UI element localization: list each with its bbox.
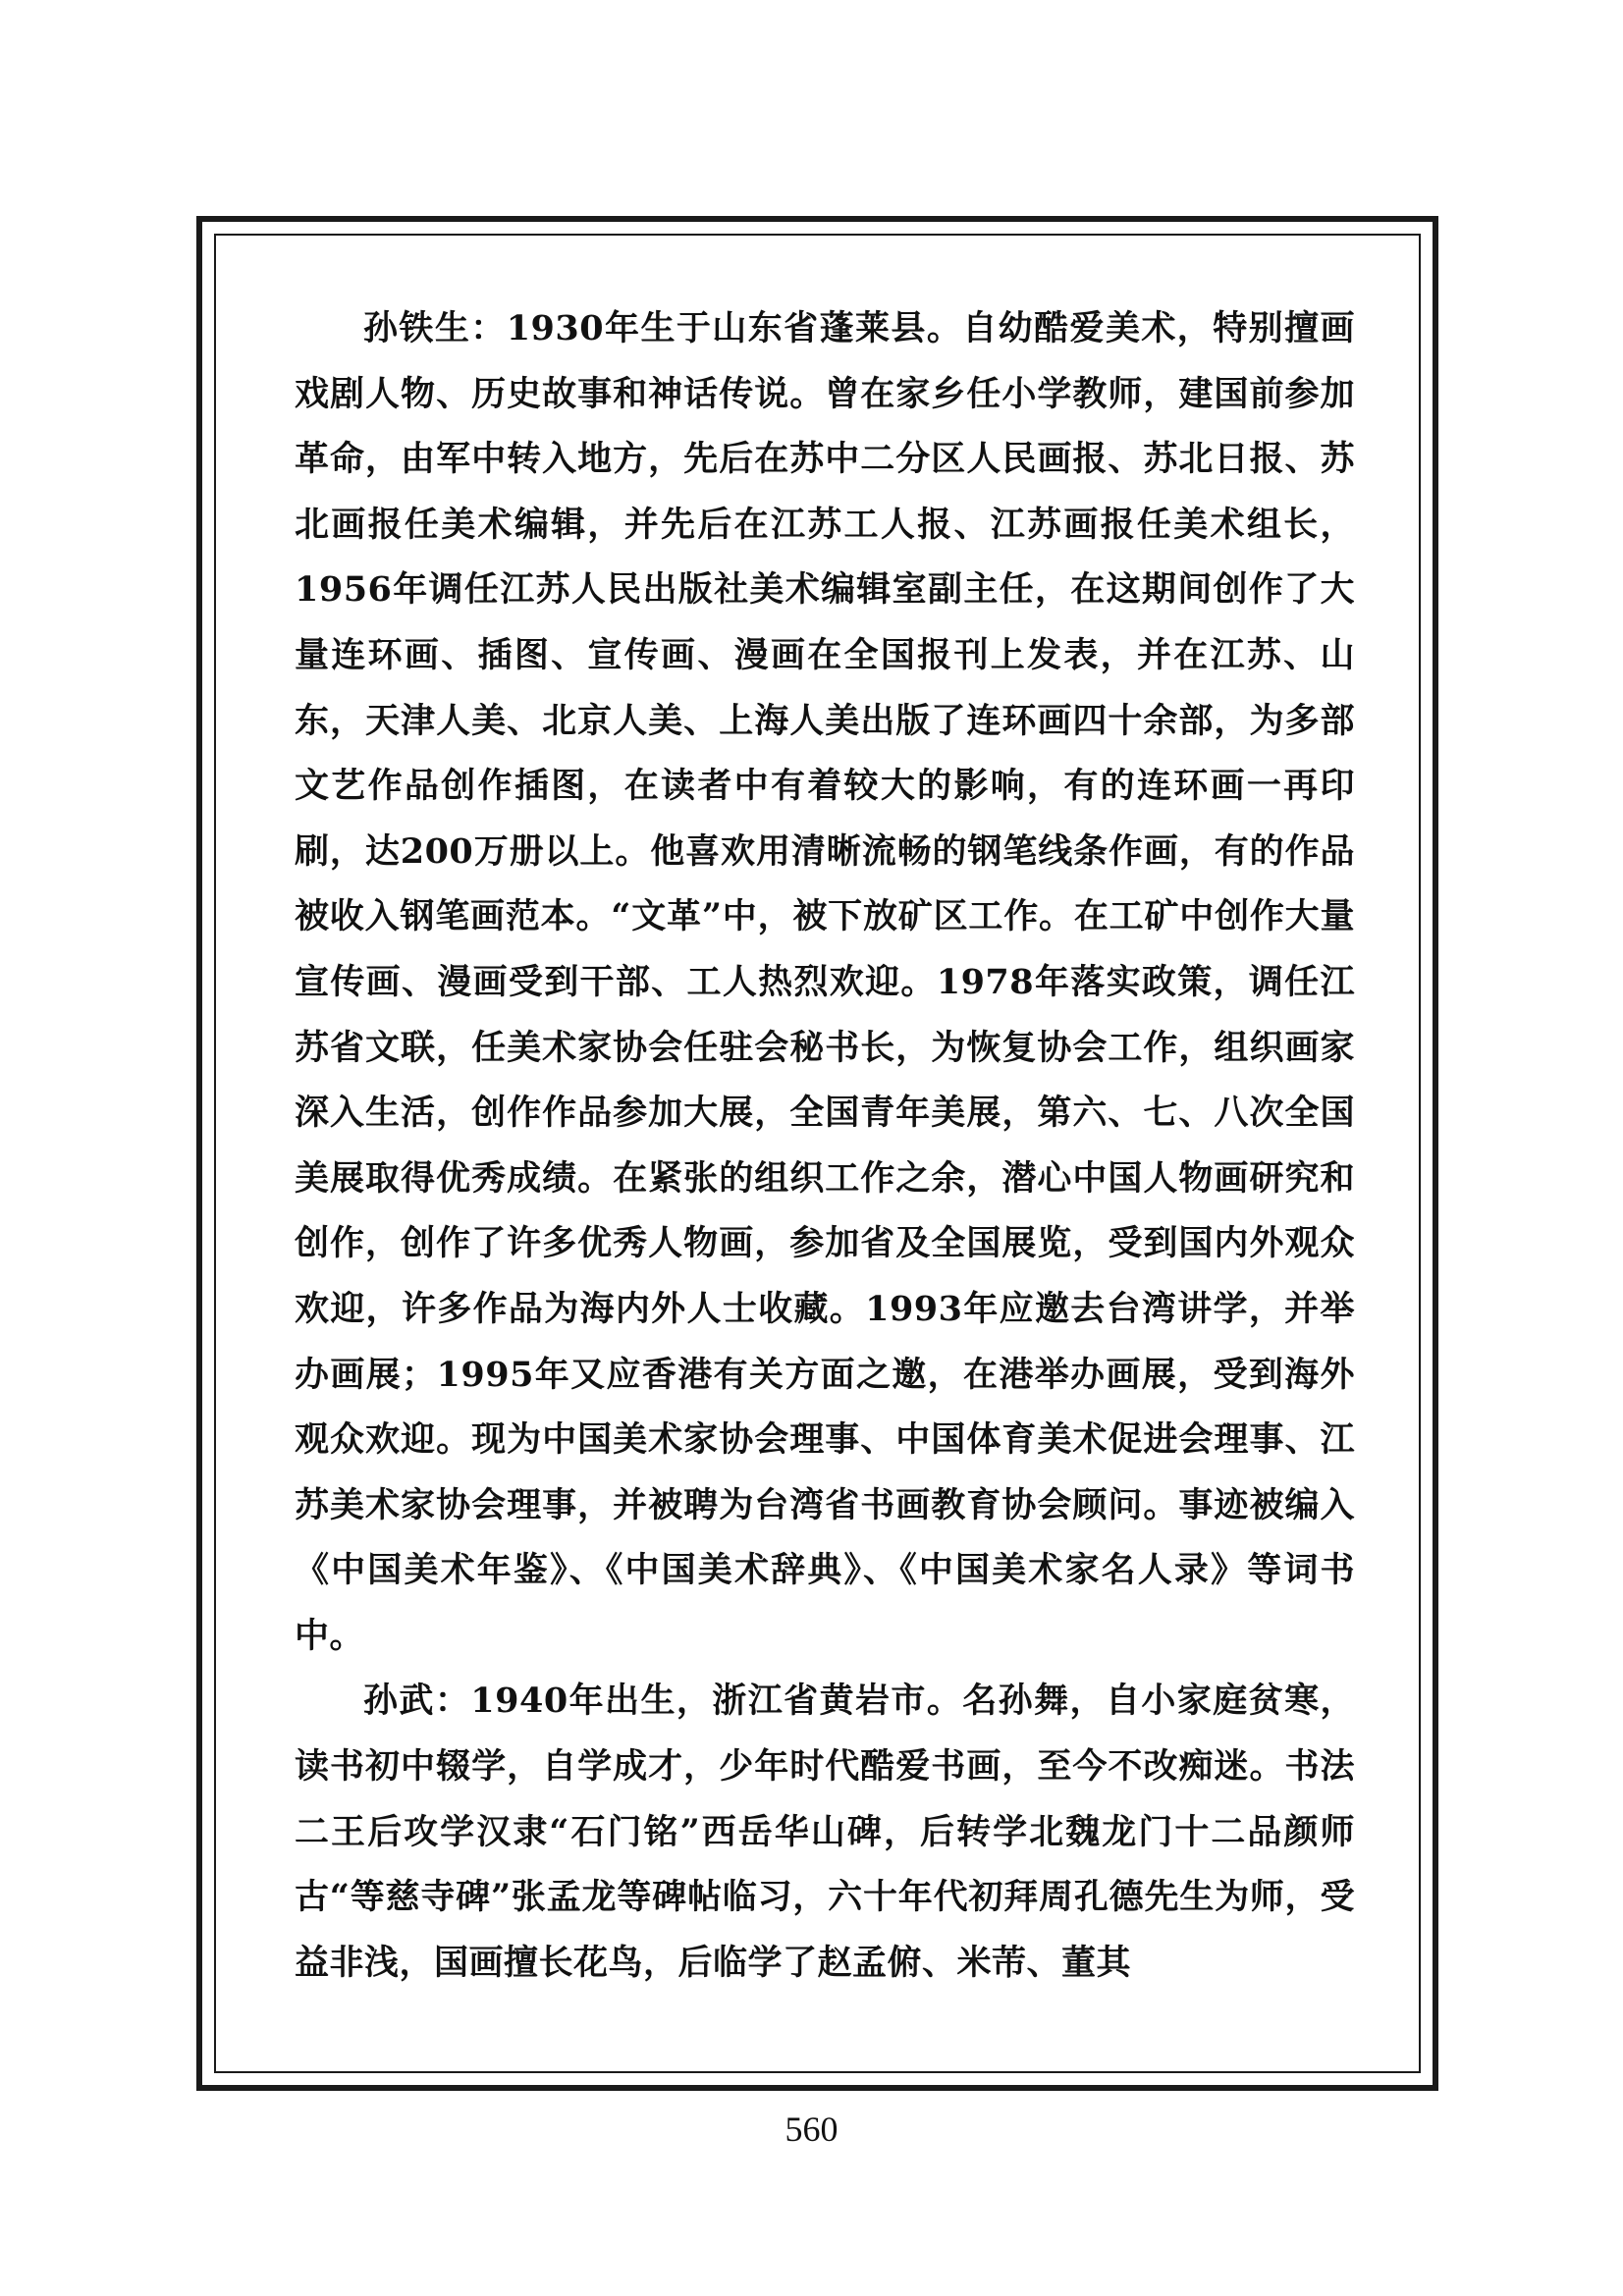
- biography-text-block: [295, 296, 1355, 1996]
- biography-paragraph-sun-tiesheng: 孙铁生：1930年生于山东省蓬莱县。自幼酷爱美术，特别擅画戏剧人物、历史故事和神话传说。曾在家乡任小学教师，建国前参加革命，由军中转入地方，先后在苏中二分区人民画报、苏北日报、苏北画报任美术编辑，并先后在江苏工人报、江苏画报任美术组长，1956年调任江苏人民出版社美术编辑室副主任，在这期间创作了大量连环画、插图、宣传画、漫画在全国报刊上发表，并在江苏、山东，天津人美、北京人美、上海人美出版了连环画四十余部，为多部文艺作品创作插图，在读者中有着较大的影响，有的连环画一再印刷，达200万册以上。他喜欢用清晰流畅的钢笔线条作画，有的作品被收入钢笔画范本。“文革”中，被下放矿区工作。在工矿中创作大量宣传画、漫画受到干部、工人热烈欢迎。1978年落实政策，调任江苏省文联，任美术家协会任驻会秘书长，为恢复协会工作，组织画家深入生活，创作作品参加大展，全国青年美展，第六、七、八次全国美展取得优秀成绩。在紧张的组织工作之余，潜心中国人物画研究和创作，创作了许多优秀人物画，参加省及全国展览，受到国内外观众欢迎，许多作品为海内外人士收藏。1993年应邀去台湾讲学，并举办画展；1995年又应香港有关方面之邀，在港举办画展，受到海外观众欢迎。现为中国美术家协会理事、中国体育美术促进会理事、江苏美术家协会理事，并被聘为台湾省书画教育协会顾问。事迹被编入《中国美术年鉴》、《中国美术辞典》、《中国美术家名人录》等词书中。: [295, 308, 1355, 1656]
- biography-paragraph-sun-wu: 孙武：1940年出生，浙江省黄岩市。名孙舞，自小家庭贫寒，读书初中辍学，自学成才，少年时代酷爱书画，至今不改痴迷。书法二王后攻学汉隶“石门铭”西岳华山碑，后转学北魏龙门十二品颜师古“等慈寺碑”张孟龙等碑帖临习，六十年代初拜周孔德先生为师，受益非浅，国画擅长花鸟，后临学了赵孟俯、米芾、董其: [295, 1681, 1355, 1983]
- inner-border-frame: [214, 234, 1421, 2073]
- page-number: 560: [784, 2109, 839, 2149]
- outer-border-frame: [196, 216, 1438, 2091]
